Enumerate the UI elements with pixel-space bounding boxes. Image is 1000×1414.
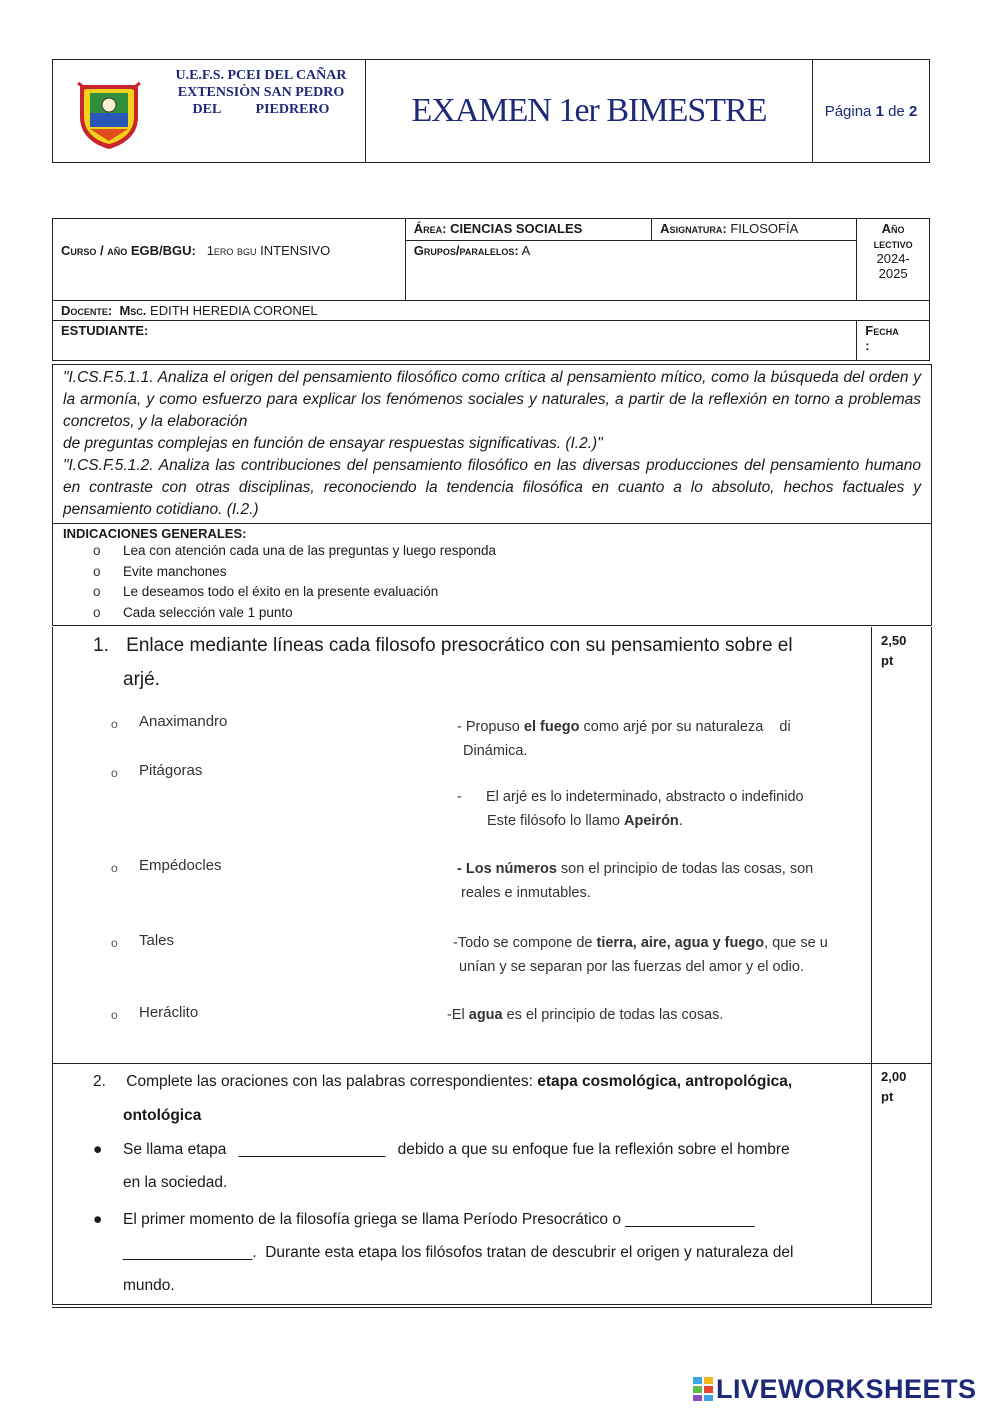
list-item: ● Se llama etapa _________________ debido a que su enfoque fue la reflexión sobre el hombre en la sociedad. (93, 1133, 863, 1199)
list-item: o Cada selección vale 1 punto (93, 604, 293, 620)
liveworksheets-brand: LIVEWORKSHEETS (716, 1373, 977, 1404)
blank-1[interactable]: _________________ (238, 1141, 386, 1158)
statement-elementos[interactable]: -Todo se compone de tierra, aire, agua y fuego, que se u unían y se separan por las fuerzas del amor y el odio. (453, 935, 828, 975)
exam-header (52, 59, 930, 163)
statement-numeros[interactable]: - Los números son el principio de todas las cosas, son reales e inmutables. (457, 861, 814, 901)
statement-agua[interactable]: -El agua es el principio de todas las cosas. (447, 1007, 724, 1023)
blank-3[interactable]: _______________ (123, 1244, 253, 1261)
question-1-points: 2,50 pt (881, 633, 907, 668)
philosopher-pitagoras[interactable]: Pitágoras (139, 762, 203, 779)
school-line-2: EXTENSIÒN SAN PEDRO (177, 85, 345, 100)
liveworksheets-logo (692, 1374, 977, 1404)
criteria-block (52, 364, 932, 626)
liveworksheets-icon (692, 1376, 714, 1402)
docente-cell: Docente: Msc. EDITH HEREDIA CORONEL (53, 301, 930, 321)
school-line-3: DEL PIEDRERO (192, 102, 330, 117)
bullet-icon: ● (93, 1211, 103, 1228)
page-total: 2 (908, 102, 918, 120)
bullet-icon: ● (93, 1141, 103, 1158)
criterion-1-cont: de preguntas complejas en función de ensayar respuestas significativas. (I.2.)" (63, 435, 603, 452)
fecha-cell[interactable]: Fecha : (857, 321, 930, 361)
title-cell (366, 60, 813, 163)
statement-fuego[interactable]: - Propuso el fuego como arjé por su naturaleza di Dinámica. (457, 719, 791, 759)
asignatura-cell: Asignatura: FILOSOFÍA (652, 219, 857, 241)
philosopher-tales[interactable]: Tales (139, 932, 175, 949)
page-current: 1 (875, 102, 884, 120)
question-1: 1. Enlace mediante líneas cada filosofo presocrático con su pensamiento sobre el arjé. 2,50 pt o Anaximandro o Pitágoras o Empédocles o Tales o Heráclito - Propuso el fuego como arjé por su naturaleza di Dinámica. - El arjé es lo indeterminado, abstracto o indefinido Este filósofo lo llamo Apeirón. - Los números son el principio de todas las cosas, son reales e inmutables. -Todo se compone de tierra, aire, agua y fuego, que se u unían y se separan por las fuerzas del amor y el odio. -El agua es el principio de todas las cosas. (52, 627, 932, 1064)
list-item: o Le deseamos todo el éxito en la presente evaluación (93, 584, 439, 599)
question-1-text: 1. Enlace mediante líneas cada filosofo presocrático con su pensamiento sobre el arjé. (93, 635, 793, 690)
list-item: o Lea con atención cada una de las preguntas y luego responda (93, 543, 497, 558)
school-line-1: U.E.F.S. PCEI DEL CAÑAR (175, 68, 347, 83)
area-cell: Área: CIENCIAS SOCIALES (405, 219, 651, 241)
page-cell (813, 60, 930, 163)
question-2 (52, 1063, 932, 1305)
criterion-2: "I.CS.F.5.1.2. Analiza las contribuciones del pensamiento filosófico en las diversas producciones del pensamiento humano en contraste con otras disciplinas, reconociendo la tendencia filosófica en cuanto a lo absoluto, hechos factuales y pensamiento cotidiano. (I.2.) (63, 457, 921, 518)
anio-cell: Año lectivo 2024- 2025 (857, 219, 930, 301)
school-name (166, 67, 356, 118)
indicaciones (53, 524, 931, 625)
info-table (52, 218, 930, 361)
blank-2[interactable]: _______________ (625, 1211, 755, 1228)
bottom-rule (52, 1307, 932, 1308)
page-number: Página 1 de 2 (824, 102, 918, 120)
estudiante-cell[interactable]: ESTUDIANTE: (53, 321, 857, 361)
question-2-items (93, 1133, 863, 1302)
philosopher-heraclito[interactable]: Heráclito (139, 1004, 199, 1021)
exam-title: EXAMEN 1er BIMESTRE (411, 92, 767, 129)
school-cell (53, 60, 366, 163)
school-crest-icon (76, 79, 142, 151)
list-item: o Evite manchones (93, 563, 227, 579)
philosopher-anaximandro[interactable]: Anaximandro (139, 713, 228, 730)
indicaciones-list (63, 541, 921, 623)
statement-apeiron[interactable]: - El arjé es lo indeterminado, abstracto o indefinido Este filósofo lo llamo Apeirón. (457, 789, 804, 829)
indicaciones-heading: INDICACIONES GENERALES: (63, 526, 247, 541)
curso-cell: Curso / año EGB/BGU: 1ero bgu INTENSIVO (53, 241, 406, 301)
grupos-cell: Grupos/paralelos: A (405, 241, 856, 301)
question-2-points: 2,00 pt (881, 1069, 907, 1104)
question-2-text: 2. Complete las oraciones con las palabras correspondientes: etapa cosmológica, antropológica, ontológica (93, 1073, 793, 1124)
list-item: ● El primer momento de la filosofía griega se llama Período Presocrático o _______________ _______________. Durante esta etapa los filósofos tratan de descubrir el origen y naturaleza del mundo. (93, 1203, 863, 1302)
criteria-text (53, 365, 931, 524)
criterion-1: "I.CS.F.5.1.1. Analiza el origen del pensamiento filosófico como crítica al pensamiento mítico, como la búsqueda del orden y la armonía, y como esfuerzo para explicar los fenómenos sociales y naturales, a partir de la reflexión en torno a problemas concretos, y la elaboración (63, 369, 921, 430)
philosopher-empedocles[interactable]: Empédocles (139, 857, 222, 874)
